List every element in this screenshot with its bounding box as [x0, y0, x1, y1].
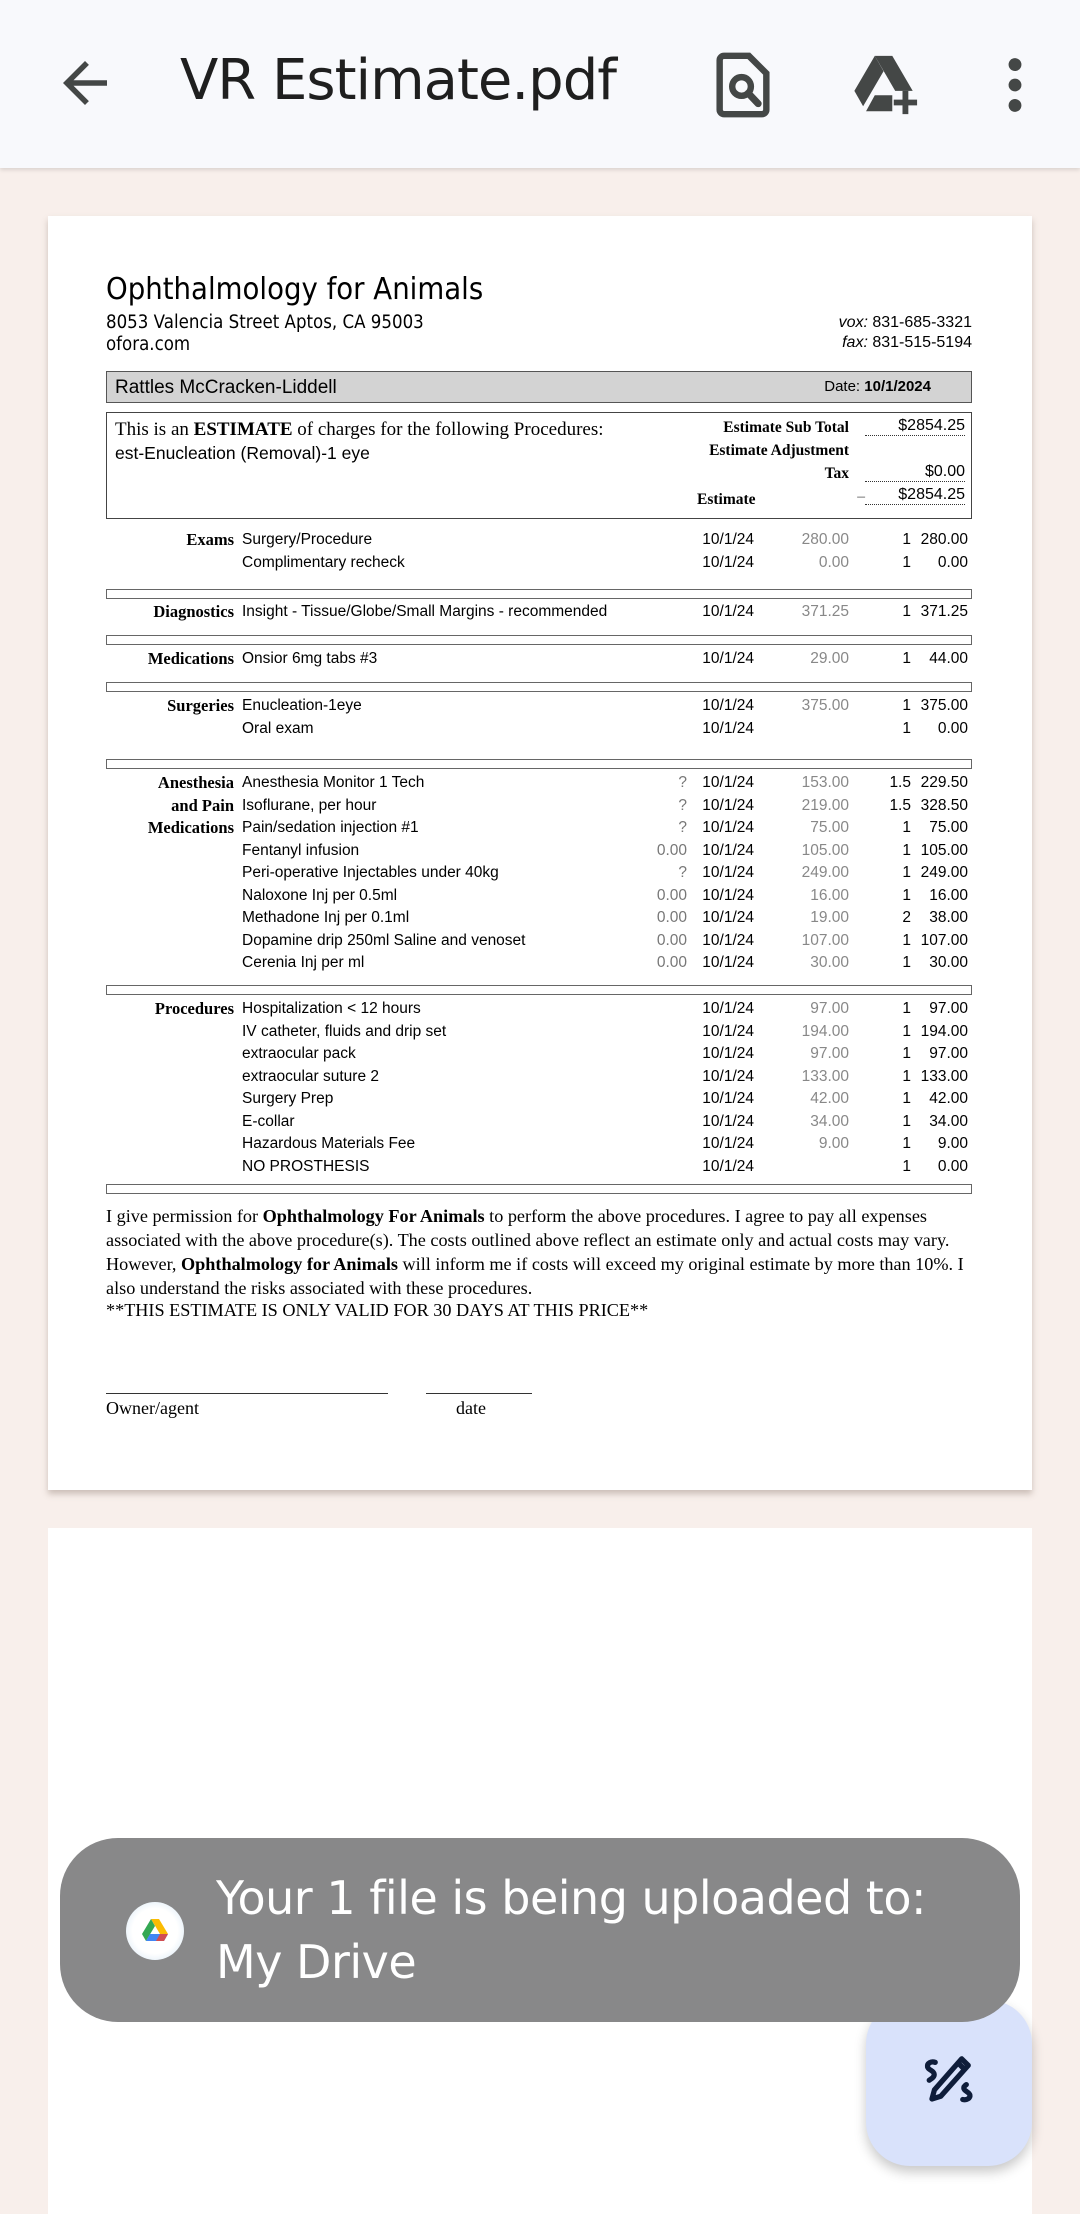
line-item-qty: 1	[902, 650, 911, 667]
line-item-desc: IV catheter, fluids and drip set	[242, 1022, 447, 1040]
consent-part: will inform me if costs will exceed my original estimate by more than 10%. I also understand the risks associated with these procedures.	[106, 1254, 964, 1298]
line-item-row	[106, 697, 972, 720]
line-item-total: 328.50	[920, 796, 968, 814]
section-separator	[106, 589, 972, 599]
line-item-row	[106, 1135, 972, 1158]
back-button[interactable]	[52, 50, 118, 116]
section-label: Exams	[186, 530, 234, 549]
patient-bar	[106, 371, 972, 403]
line-item-date: 10/1/24	[702, 774, 754, 791]
line-item-desc: extraocular pack	[242, 1045, 356, 1062]
date-signature-line	[426, 1393, 532, 1394]
phone-number: 831-685-3321	[872, 314, 972, 331]
line-item-row	[106, 650, 972, 673]
estimate-dash: –	[857, 488, 865, 505]
line-item-date: 10/1/24	[702, 1067, 754, 1085]
line-item-date: 10/1/24	[702, 909, 754, 926]
line-item-unit: 97.00	[810, 1000, 849, 1017]
line-item-extra: ?	[678, 774, 687, 791]
drive-badge	[126, 1902, 184, 1960]
line-item-date: 10/1/24	[702, 603, 754, 620]
section-label: Surgeries	[167, 696, 234, 715]
date-value: 10/1/2024	[864, 378, 931, 395]
line-item-qty: 1	[902, 1090, 911, 1107]
line-item-date: 10/1/24	[702, 1022, 754, 1040]
line-item-unit: 75.00	[810, 819, 849, 836]
line-item-total: 133.00	[920, 1067, 968, 1085]
line-item-date: 10/1/24	[702, 697, 754, 714]
line-item-total: 38.00	[929, 909, 968, 926]
consent-clinic-name: Ophthalmology For Animals	[262, 1206, 485, 1226]
line-item-unit: 19.00	[810, 909, 849, 926]
line-item-total: 34.00	[929, 1112, 968, 1130]
line-item-unit: 194.00	[801, 1022, 849, 1040]
toast-line-1: Your 1 file is being uploaded to:	[216, 1871, 926, 1925]
line-item-total: 280.00	[920, 531, 968, 548]
line-item-total: 194.00	[920, 1022, 968, 1040]
date-label: Date:	[824, 378, 861, 395]
line-item-row	[106, 887, 972, 910]
fax-label: fax:	[842, 334, 868, 351]
line-item-total: 0.00	[937, 719, 968, 737]
phone-label: vox:	[838, 314, 868, 331]
line-item-unit: 34.00	[810, 1112, 849, 1130]
section-separator	[106, 985, 972, 995]
clinic-address: 8053 Valencia Street Aptos, CA 95003	[106, 312, 424, 333]
google-drive-icon	[126, 1902, 184, 1960]
intro-bold: ESTIMATE	[193, 419, 293, 440]
line-item-desc: Surgery Prep	[242, 1090, 334, 1107]
line-item-unit: 29.00	[810, 650, 849, 667]
clinic-name: Ophthalmology for Animals	[106, 272, 484, 307]
line-item-qty: 1	[902, 819, 911, 836]
line-item-unit: 30.00	[810, 954, 849, 971]
line-item-qty: 1	[902, 719, 911, 737]
line-item-date: 10/1/24	[702, 1045, 754, 1062]
section-label-line: Medications	[147, 818, 234, 837]
line-item-qty: 1	[902, 1135, 911, 1152]
section-label: Procedures	[154, 999, 234, 1018]
estimate-intro	[115, 419, 604, 441]
line-item-unit: 371.25	[801, 603, 849, 620]
back-arrow-icon	[52, 50, 118, 116]
line-item-date: 10/1/24	[702, 650, 754, 667]
line-item-qty: 1	[902, 1157, 911, 1175]
line-item-total: 44.00	[929, 650, 968, 667]
annotate-button[interactable]	[866, 2000, 1032, 2166]
line-item-total: 371.25	[920, 603, 968, 620]
line-item-date: 10/1/24	[702, 1000, 754, 1017]
line-item-date: 10/1/24	[702, 931, 754, 949]
section-separator	[106, 759, 972, 769]
line-item-extra: ?	[678, 796, 687, 814]
estimate-label: Estimate	[697, 491, 756, 508]
estimate-date	[824, 378, 931, 395]
line-item-row	[106, 554, 972, 577]
line-item-qty: 1	[902, 531, 911, 548]
consent-part: to perform the above procedures. I agree to pay all expenses associated with the above procedure(s). The costs outlined above reflect an estimate only and actual costs may vary. However,	[106, 1206, 950, 1274]
line-item-desc: Dopamine drip 250ml Saline and venoset	[242, 931, 526, 949]
line-item-qty: 1	[902, 697, 911, 714]
subtotal-label: Estimate Sub Total	[723, 419, 849, 436]
line-item-unit: 375.00	[801, 697, 849, 714]
section-label-line: Anesthesia	[157, 773, 234, 792]
line-item-row	[106, 1023, 972, 1046]
line-item-date: 10/1/24	[702, 553, 754, 571]
line-item-desc: Peri-operative Injectables under 40kg	[242, 864, 499, 881]
line-item-qty: 1.5	[889, 774, 911, 791]
consent-part: I give permission for	[106, 1206, 263, 1226]
line-item-desc: Surgery/Procedure	[242, 531, 373, 548]
line-item-date: 10/1/24	[702, 954, 754, 971]
clinic-phone	[839, 314, 972, 332]
section-separator	[106, 1184, 972, 1194]
line-item-total: 105.00	[920, 841, 968, 859]
find-in-page-button[interactable]	[708, 50, 778, 120]
line-item-total: 97.00	[929, 1045, 968, 1062]
line-item-date: 10/1/24	[702, 1090, 754, 1107]
consent-clinic-name: Ophthalmology for Animals	[181, 1254, 398, 1274]
line-item-total: 30.00	[929, 954, 968, 971]
intro-text: This is an	[115, 419, 194, 440]
line-item-desc: Methadone Inj per 0.1ml	[242, 909, 410, 926]
line-item-total: 0.00	[937, 553, 968, 571]
line-item-unit: 97.00	[810, 1045, 849, 1062]
line-item-total: 9.00	[937, 1135, 968, 1152]
line-item-desc: Onsior 6mg tabs #3	[242, 650, 378, 667]
line-item-row	[106, 603, 972, 626]
consent-text	[106, 1204, 976, 1300]
line-item-unit: 9.00	[818, 1135, 849, 1152]
clinic-fax	[842, 334, 972, 352]
line-item-desc: Oral exam	[242, 719, 314, 737]
line-item-extra: 0.00	[656, 886, 687, 904]
line-item-qty: 1	[902, 1000, 911, 1017]
line-item-row	[106, 1090, 972, 1113]
patient-name: Rattles McCracken-Liddell	[115, 377, 337, 398]
more-vert-icon	[980, 50, 1050, 120]
line-item-row	[106, 1068, 972, 1091]
line-item-unit: 42.00	[810, 1090, 849, 1107]
line-item-qty: 1	[902, 1022, 911, 1040]
line-item-desc: Hazardous Materials Fee	[242, 1135, 416, 1152]
line-item-qty: 1	[902, 886, 911, 904]
line-item-unit: 249.00	[801, 864, 849, 881]
line-item-qty: 2	[902, 909, 911, 926]
annotate-pen-icon	[916, 2050, 982, 2116]
line-item-unit: 219.00	[801, 796, 849, 814]
line-item-extra: 0.00	[656, 931, 687, 949]
find-in-page-icon	[708, 50, 778, 120]
fax-number: 831-515-5194	[872, 334, 972, 351]
line-item-unit: 105.00	[801, 841, 849, 859]
line-item-total: 249.00	[920, 864, 968, 881]
line-item-row	[106, 932, 972, 955]
intro-text-suffix: of charges for the following Procedures:	[292, 419, 604, 440]
line-item-qty: 1	[902, 841, 911, 859]
line-item-qty: 1	[902, 603, 911, 620]
line-item-total: 229.50	[920, 774, 968, 791]
line-item-qty: 1	[902, 553, 911, 571]
section-label: Diagnostics	[153, 602, 234, 621]
line-item-row	[106, 797, 972, 820]
line-item-desc: Pain/sedation injection #1	[242, 819, 419, 836]
line-item-extra: ?	[678, 864, 687, 881]
line-item-row	[106, 531, 972, 554]
clinic-website: ofora.com	[106, 334, 191, 355]
line-item-desc: E-collar	[242, 1112, 295, 1130]
owner-signature-line	[106, 1393, 388, 1394]
line-item-extra: ?	[678, 819, 687, 836]
procedure-name: est-Enucleation (Removal)-1 eye	[115, 443, 370, 463]
line-item-row	[106, 774, 972, 797]
pdf-page-1	[48, 216, 1032, 1490]
line-item-total: 75.00	[929, 819, 968, 836]
line-item-desc: Cerenia Inj per ml	[242, 954, 365, 971]
line-item-row	[106, 909, 972, 932]
upload-toast[interactable]	[60, 1838, 1020, 2022]
line-item-date: 10/1/24	[702, 864, 754, 881]
line-item-extra: 0.00	[656, 954, 687, 971]
line-item-date: 10/1/24	[702, 841, 754, 859]
drive-add-icon	[850, 50, 920, 120]
line-item-unit: 133.00	[801, 1067, 849, 1085]
line-item-unit: 280.00	[801, 531, 849, 548]
line-item-unit: 16.00	[810, 886, 849, 904]
line-item-row	[106, 842, 972, 865]
line-item-desc: Complimentary recheck	[242, 553, 405, 571]
line-item-desc: Insight - Tissue/Globe/Small Margins - recommended	[242, 603, 608, 620]
section-separator	[106, 635, 972, 645]
document-title: VR Estimate.pdf	[180, 48, 616, 113]
line-item-qty: 1	[902, 931, 911, 949]
validity-notice: **THIS ESTIMATE IS ONLY VALID FOR 30 DAYS AT THIS PRICE**	[106, 1300, 649, 1320]
line-item-row	[106, 819, 972, 842]
line-item-qty: 1	[902, 1067, 911, 1085]
line-item-desc: Anesthesia Monitor 1 Tech	[242, 774, 425, 791]
app-bar	[0, 0, 1080, 168]
section-separator	[106, 682, 972, 692]
add-to-drive-button[interactable]	[850, 50, 920, 120]
owner-signature-label: Owner/agent	[106, 1398, 199, 1418]
estimate-value: $2854.25	[865, 486, 965, 505]
line-item-row	[106, 1158, 972, 1181]
line-item-unit: 153.00	[801, 774, 849, 791]
line-item-desc: Hospitalization < 12 hours	[242, 1000, 421, 1017]
line-item-desc: Enucleation-1eye	[242, 697, 362, 714]
line-item-desc: extraocular suture 2	[242, 1067, 379, 1085]
line-item-date: 10/1/24	[702, 1157, 754, 1175]
tax-label: Tax	[824, 465, 849, 482]
subtotal-value: $2854.25	[865, 417, 965, 436]
line-item-row	[106, 1000, 972, 1023]
line-item-desc: Fentanyl infusion	[242, 841, 360, 859]
line-item-qty: 1	[902, 1112, 911, 1130]
line-item-date: 10/1/24	[702, 819, 754, 836]
line-item-desc: NO PROSTHESIS	[242, 1157, 370, 1175]
line-item-total: 16.00	[929, 886, 968, 904]
line-item-total: 375.00	[920, 697, 968, 714]
line-item-row	[106, 1113, 972, 1136]
toast-line-2: My Drive	[216, 1935, 417, 1989]
line-item-qty: 1	[902, 1045, 911, 1062]
line-item-qty: 1	[902, 864, 911, 881]
line-item-date: 10/1/24	[702, 1135, 754, 1152]
estimate-document	[48, 216, 1032, 1490]
tax-value: $0.00	[865, 463, 965, 482]
line-item-desc: Isoflurane, per hour	[242, 796, 377, 814]
section-label: Medications	[147, 649, 234, 668]
toast-message	[216, 1866, 926, 1994]
line-item-date: 10/1/24	[702, 719, 754, 737]
line-item-qty: 1	[902, 954, 911, 971]
line-item-extra: 0.00	[656, 909, 687, 926]
line-item-total: 107.00	[920, 931, 968, 949]
line-item-desc: Naloxone Inj per 0.5ml	[242, 886, 398, 904]
line-item-date: 10/1/24	[702, 531, 754, 548]
estimate-summary	[106, 412, 972, 519]
line-item-unit: 107.00	[801, 931, 849, 949]
line-item-unit: 0.00	[818, 553, 849, 571]
adjustment-label: Estimate Adjustment	[709, 442, 849, 459]
line-item-row	[106, 720, 972, 743]
line-item-row	[106, 954, 972, 977]
more-options-button[interactable]	[980, 50, 1050, 120]
line-item-date: 10/1/24	[702, 1112, 754, 1130]
line-item-row	[106, 864, 972, 887]
line-item-qty: 1.5	[889, 796, 911, 814]
line-item-extra: 0.00	[656, 841, 687, 859]
line-item-date: 10/1/24	[702, 886, 754, 904]
line-item-date: 10/1/24	[702, 796, 754, 814]
line-item-total: 97.00	[929, 1000, 968, 1017]
line-item-total: 42.00	[929, 1090, 968, 1107]
date-signature-label: date	[456, 1398, 486, 1418]
line-item-total: 0.00	[937, 1157, 968, 1175]
line-item-row	[106, 1045, 972, 1068]
section-label-line: and Pain	[171, 795, 234, 815]
